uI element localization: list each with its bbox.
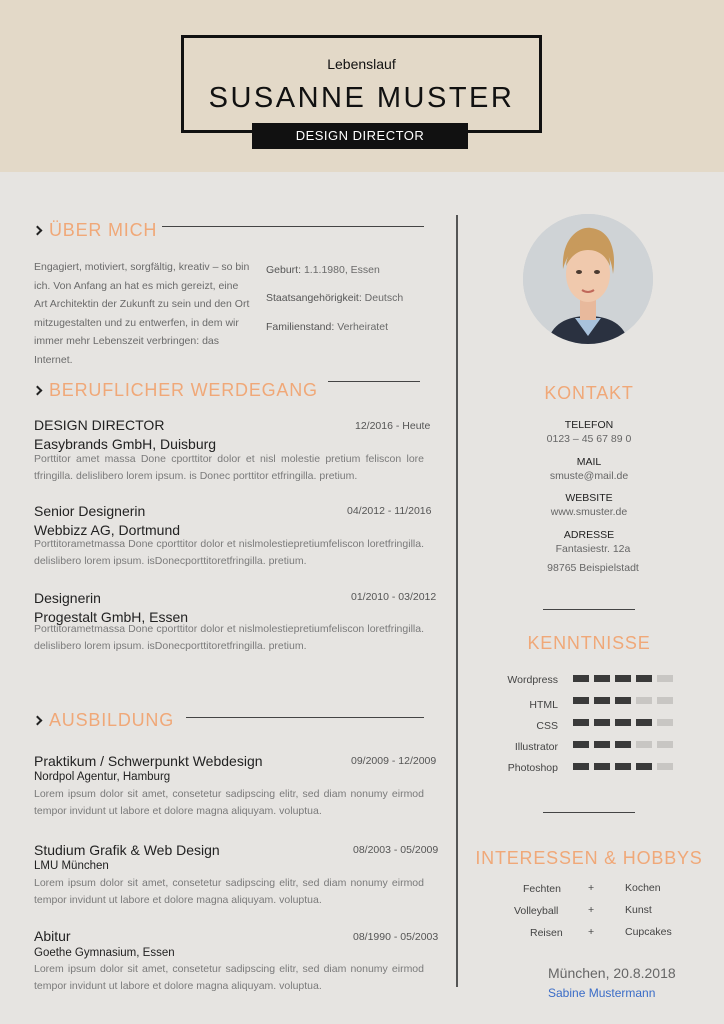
family-value: Verheiratet [337,321,388,333]
contact-separator [543,609,635,610]
skill-name: CSS [536,720,558,732]
skill-level [573,763,673,770]
education-title: Studium Grafik & Web Design [34,842,220,858]
skill-level [573,741,673,748]
plus-separator: + [588,882,595,894]
skill-bar-filled [636,675,652,682]
mail-label: MAIL [576,456,602,468]
skill-bar-filled [573,763,589,770]
skills-title: KENNTNISSE [527,633,651,653]
skill-level [573,719,673,726]
career-heading [34,380,318,401]
signature-name: Sabine Mustermann [548,986,656,1000]
plus-separator: + [588,904,595,916]
place-date: München, 20.8.2018 [548,965,676,981]
job-company: Progestalt GmbH, Essen [34,609,189,625]
chevron-right-icon [33,716,43,726]
education-title: Praktikum / Schwerpunkt Webdesign [34,753,263,769]
skill-name: Illustrator [514,741,558,753]
career-title: BERUFLICHER WERDEGANG [49,380,318,400]
job-date: 01/2010 - 03/2012 [351,591,437,603]
education-institution: Nordpol Agentur, Hamburg [34,771,171,783]
birth-value: 1.1.1980, Essen [303,264,380,276]
skill-name: Photoshop [507,762,558,774]
portrait-illustration [523,214,653,344]
skill-bar-filled [615,763,631,770]
job-title: Senior Designerin [34,503,146,519]
education-date: 08/2003 - 05/2009 [353,844,439,856]
profile-photo [523,214,653,344]
birth-info [266,264,380,276]
chevron-right-icon [33,386,43,396]
phone-label: TELEFON [564,419,614,431]
hobby-item: Fechten [523,883,561,895]
education-rule [186,717,424,718]
job-title: DESIGN DIRECTOR [34,417,165,433]
skill-name: HTML [529,699,558,711]
job-description: Porttitorametmassa Done cporttitor dolor et nislmolestiepretiumfeliscon loretfringilla. delislibero lorem ipsum. isDonecporttitoretfringilla. pretium. [34,623,424,652]
about-text: Engagiert, motiviert, sorgfältig, kreativ – so bin ich. Von Anfang an hat es mich gereizt, eine Art Architektin der Zukunft zu sein und den Ort mitzugestalten und zu entwerfen, in dem wir immer mehr Lebenszeit verbringen: das Internet. [34,261,250,366]
address-street: Fantasiestr. 12a [555,543,631,555]
skill-bar-filled [594,719,610,726]
job-date: 12/2016 - Heute [355,420,431,432]
skill-bar-filled [594,675,610,682]
cv-label: Lebenslauf [327,56,396,72]
skill-bar-filled [594,741,610,748]
birth-label: Geburt: [266,264,302,276]
job-title: Designerin [34,590,101,606]
education-description: Lorem ipsum dolor sit amet, consetetur sadipscing elitr, sed diam nonumy eirmod tempor invidunt ut labore et dolore magna aliquyam. voluptua. [34,877,424,906]
title-box [181,35,542,133]
education-title: AUSBILDUNG [49,710,175,730]
education-description: Lorem ipsum dolor sit amet, consetetur sadipscing elitr, sed diam nonumy eirmod tempor invidunt ut labore et dolore magna aliquyam. voluptua. [34,788,424,817]
hobby-item: Cupcakes [625,926,672,938]
skill-bar-empty [657,719,673,726]
family-label: Familienstand: [266,321,335,333]
education-date: 08/1990 - 05/2003 [353,931,439,943]
skill-bar-filled [636,763,652,770]
skill-bar-empty [657,763,673,770]
skill-bar-filled [573,741,589,748]
mail-value: smuste@mail.de [549,470,629,482]
job-description: Porttitor amet massa Done cporttitor dolor et nisl molestie pretium feliscon lore tfringilla. delislibero lorem ipsum. is Donec porttitor etfringilla. pretium. [34,453,424,482]
about-rule [162,226,424,227]
nationality-value: Deutsch [364,292,404,304]
address-label: ADRESSE [563,529,615,541]
website-value: www.smuster.de [550,506,628,518]
job-company: Webbizz AG, Dortmund [34,522,181,538]
skill-bar-filled [615,697,631,704]
job-company: Easybrands GmbH, Duisburg [34,436,217,452]
skill-bar-empty [636,741,652,748]
skill-bar-filled [615,719,631,726]
skill-bar-filled [573,675,589,682]
hobby-item: Volleyball [514,905,559,917]
education-institution: LMU München [34,860,109,872]
education-date: 09/2009 - 12/2009 [351,755,437,767]
education-description: Lorem ipsum dolor sit amet, consetetur sadipscing elitr, sed diam nonumy eirmod tempor invidunt ut labore et dolore magna aliquyam. voluptua. [34,963,424,992]
skill-bar-empty [657,697,673,704]
skill-bar-empty [657,741,673,748]
website-label: WEBSITE [565,492,613,504]
hobby-item: Kunst [625,904,652,916]
education-institution: Goethe Gymnasium, Essen [34,947,175,959]
nationality-label: Staatsangehörigkeit: [266,292,362,304]
skill-bar-empty [636,697,652,704]
skill-bar-filled [573,719,589,726]
person-role: DESIGN DIRECTOR [252,123,468,149]
contact-title: KONTAKT [544,383,634,403]
hobbies-title: INTERESSEN & HOBBYS [475,848,703,868]
chevron-right-icon [33,226,43,236]
education-heading [34,710,174,731]
about-title: ÜBER MICH [49,220,158,240]
job-description: Porttitorametmassa Done cporttitor dolor et nislmolestiepretiumfeliscon loretfringilla. delislibero lorem ipsum. isDonecporttitoretfringilla. pretium. [34,538,424,567]
skill-bar-empty [657,675,673,682]
job-date: 04/2012 - 11/2016 [347,505,432,517]
hobby-item: Kochen [625,882,661,894]
skills-separator [543,812,635,813]
career-rule [328,381,420,382]
education-title: Abitur [34,928,71,944]
hobby-item: Reisen [530,927,563,939]
skill-bar-filled [636,719,652,726]
family-info [266,321,388,333]
skill-bar-filled [594,763,610,770]
skill-level [573,675,673,682]
skill-level [573,697,673,704]
skill-bar-filled [615,741,631,748]
plus-separator: + [588,926,595,938]
address-city: 98765 Beispielstadt [547,562,639,574]
skill-name: Wordpress [507,674,558,686]
nationality-info [266,292,403,304]
phone-value: 0123 – 45 67 89 0 [546,433,632,445]
about-heading [34,220,157,241]
skill-bar-filled [594,697,610,704]
person-name: SUSANNE MUSTER [208,82,515,114]
column-divider [456,215,458,987]
skill-bar-filled [615,675,631,682]
skill-bar-filled [573,697,589,704]
